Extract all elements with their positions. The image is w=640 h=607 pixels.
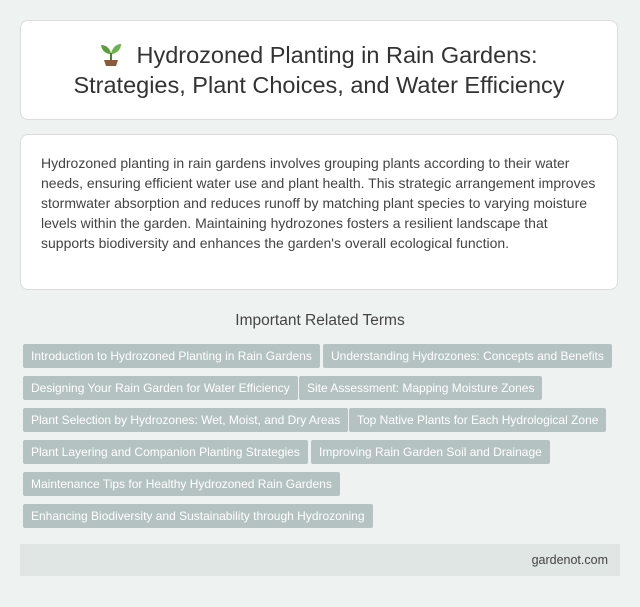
title-line-2: Strategies, Plant Choices, and Water Efficiency (73, 72, 565, 98)
footer-site[interactable]: gardenot.com (531, 553, 608, 567)
page-title (73, 40, 564, 100)
related-term-tag[interactable]: Introduction to Hydrozoned Planting in Rain Gardens (23, 344, 320, 368)
description-text: Hydrozoned planting in rain gardens involves grouping plants according to their water needs, ensuring efficient water use and plant health. This strategic arrangement improves stormwater absorption and reduces runoff by matching plant species to varying moisture levels within the garden. Maintaining hydrozones fosters a resilient landscape that supports biodiversity and enhances the garden's overall ecological function. (41, 155, 596, 251)
related-terms-heading: Important Related Terms (235, 312, 405, 329)
related-term-tag[interactable]: Designing Your Rain Garden for Water Efficiency (23, 376, 298, 400)
title-line-1: Hydrozoned Planting in Rain Gardens: (136, 42, 538, 68)
related-term-tag[interactable]: Enhancing Biodiversity and Sustainability through Hydrozoning (23, 504, 373, 528)
related-term-tag[interactable]: Improving Rain Garden Soil and Drainage (311, 440, 550, 464)
related-term-tag[interactable]: Top Native Plants for Each Hydrological Zone (349, 408, 606, 432)
related-term-tag[interactable]: Maintenance Tips for Healthy Hydrozoned Rain Gardens (23, 472, 340, 496)
related-term-tag[interactable]: Site Assessment: Mapping Moisture Zones (299, 376, 542, 400)
description-card (20, 134, 618, 290)
sprout-icon (100, 42, 122, 66)
footer (20, 544, 620, 576)
related-term-tag[interactable]: Understanding Hydrozones: Concepts and Benefits (323, 344, 612, 368)
related-term-tag[interactable]: Plant Layering and Companion Planting Strategies (23, 440, 308, 464)
title-card (20, 20, 618, 120)
related-term-tag[interactable]: Plant Selection by Hydrozones: Wet, Moist, and Dry Areas (23, 408, 348, 432)
